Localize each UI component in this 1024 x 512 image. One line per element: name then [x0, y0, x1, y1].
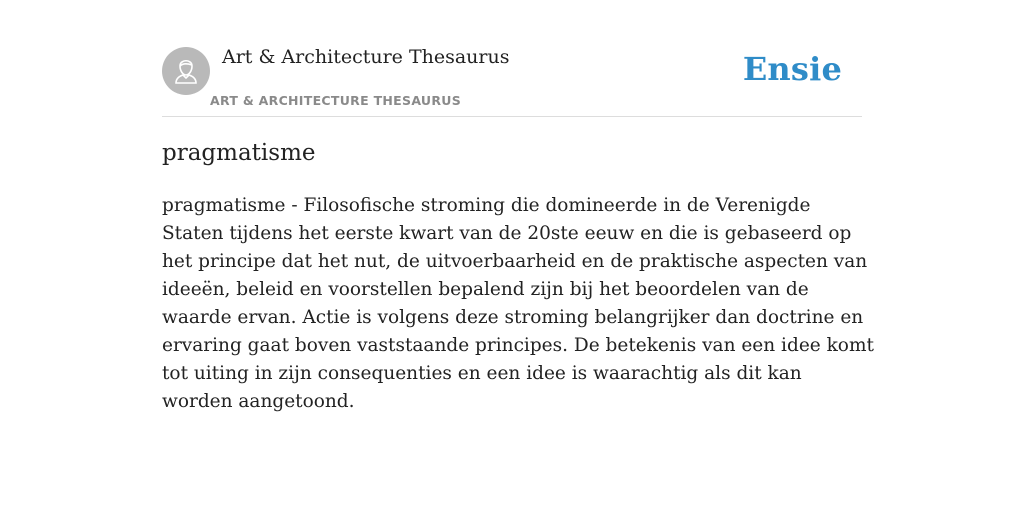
author-header [162, 0, 862, 117]
user-icon [162, 47, 210, 95]
page-title: pragmatisme [162, 140, 316, 166]
author-name[interactable]: Art & Architecture Thesaurus [222, 46, 510, 68]
avatar[interactable] [162, 47, 210, 95]
definition-text: pragmatisme - Filosofische stroming die domineerde in de Verenigde Staten tijdens het eerste kwart van de 20ste eeuw en die is gebaseerd op het principe dat het nut, de uitvoerbaarheid en de praktische aspecten van ideeën, beleid en voorstellen bepalend zijn bij het beoordelen van de waarde ervan. Actie is volgens deze stroming belangrijker dan doctrine en ervaring gaat boven vaststaande principes. De betekenis van een idee komt tot uiting in zijn consequenties en een idee is waarachtig als dit kan worden aangetoond. [162, 195, 874, 412]
ensie-logo[interactable]: Ensie [742, 50, 842, 88]
author-label: ART & ARCHITECTURE THESAURUS [210, 93, 462, 108]
page-container [162, 0, 874, 412]
